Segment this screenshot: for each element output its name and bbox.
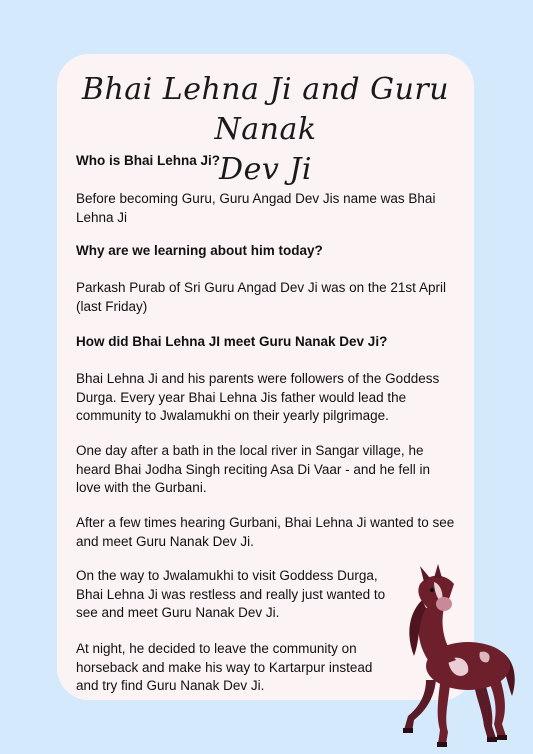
paragraph-asa-di-vaar: One day after a bath in the local river in Sangar village, he heard Bhai Jodha Singh reciting Asa Di Vaar - and he fell in love with the Gurbani. (76, 443, 430, 495)
paragraph-restless: On the way to Jwalamukhi to visit Goddess Durga, Bhai Lehna Ji was restless and really just wanted to see and meet Guru Nanak Dev Ji. (76, 568, 386, 620)
title-line-1: Bhai Lehna Ji and Guru Nanak (81, 72, 450, 147)
paragraph-horseback: At night, he decided to leave the community on horseback and make his way to Kartarpur instead and try find Guru Nanak Dev Ji. (76, 641, 373, 693)
answer-who: Before becoming Guru, Guru Angad Dev Jis name was Bhai Lehna Ji (76, 191, 436, 225)
answer-why: Parkash Purab of Sri Guru Angad Dev Ji was on the 21st April (last Friday) (76, 280, 446, 314)
paragraph-wanted-to-meet: After a few times hearing Gurbani, Bhai Lehna Ji wanted to see and meet Guru Nanak Dev Ji. (76, 515, 455, 549)
horse-illustration (384, 560, 520, 750)
question-why: Why are we learning about him today? (76, 243, 323, 258)
title-line-2: Dev Ji (219, 152, 312, 187)
question-how: How did Bhai Lehna JI meet Guru Nanak Dev Ji? (76, 334, 388, 349)
paragraph-followers: Bhai Lehna Ji and his parents were followers of the Goddess Durga. Every year Bhai Lehna Jis father would lead the community to Jwalamukhi on their yearly pilgrimage. (76, 371, 440, 423)
question-who: Who is Bhai Lehna Ji? (76, 153, 221, 168)
page-title (57, 70, 474, 190)
